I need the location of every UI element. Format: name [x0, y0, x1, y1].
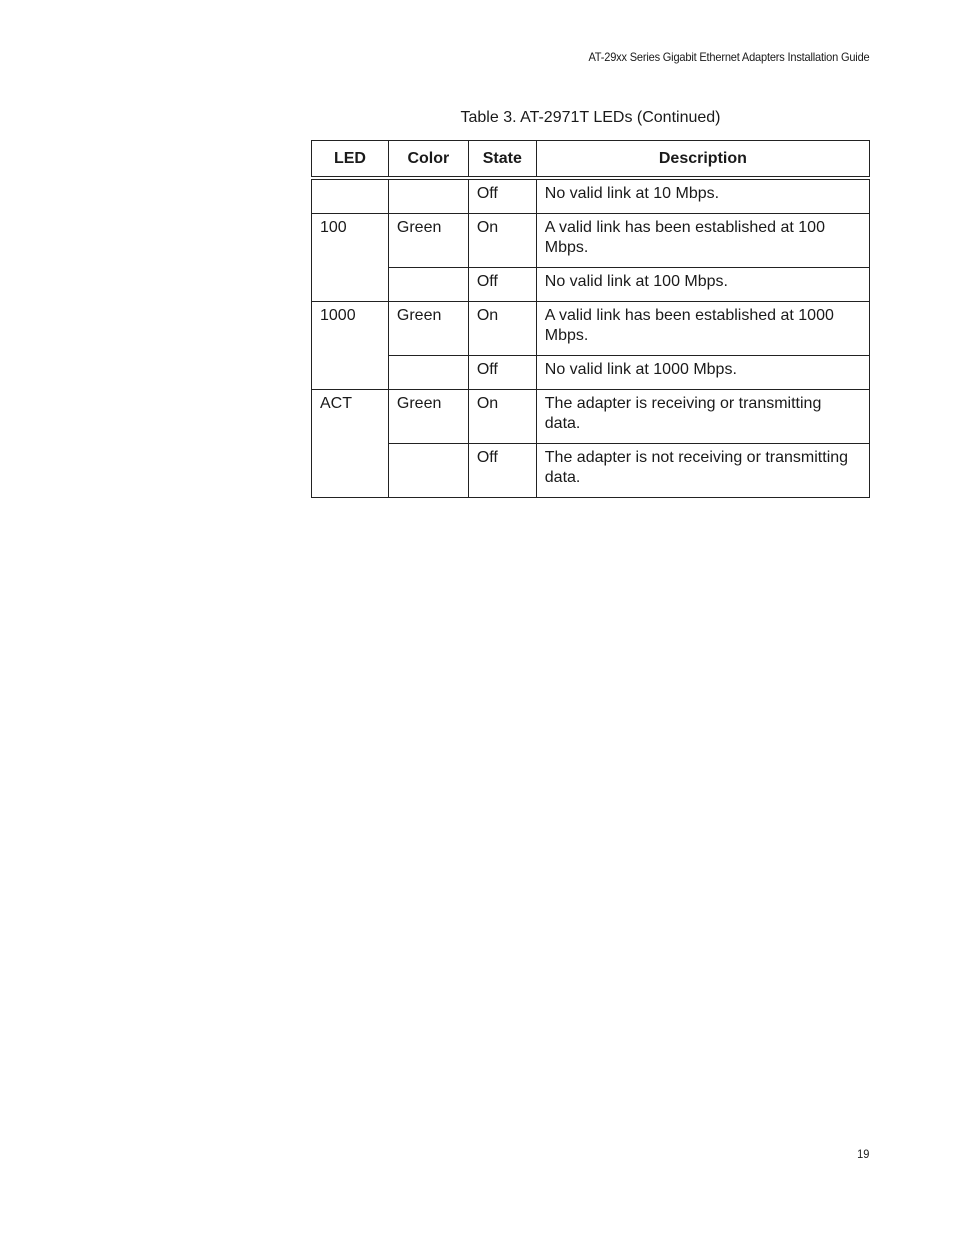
cell-description: The adapter is receiving or transmitting data. [536, 390, 869, 444]
cell-color [388, 268, 468, 302]
cell-color: Green [388, 214, 468, 268]
cell-description: The adapter is not receiving or transmitting data. [536, 444, 869, 498]
cell-led: 1000 [312, 302, 389, 390]
page-number: 19 [856, 1147, 869, 1161]
cell-description: No valid link at 100 Mbps. [536, 268, 869, 302]
column-header-description: Description [536, 141, 869, 179]
cell-color [388, 178, 468, 214]
table-row [312, 390, 870, 444]
cell-state: Off [468, 356, 536, 390]
cell-description: A valid link has been established at 100 Mbps. [536, 214, 869, 268]
cell-color [388, 444, 468, 498]
cell-description: No valid link at 10 Mbps. [536, 178, 869, 214]
cell-color: Green [388, 390, 468, 444]
led-table [311, 140, 870, 498]
table-row [312, 178, 870, 214]
running-header: AT-29xx Series Gigabit Ethernet Adapters Installation Guide [587, 50, 869, 64]
cell-state: Off [468, 178, 536, 214]
cell-color [388, 356, 468, 390]
cell-state: On [468, 390, 536, 444]
column-header-color: Color [388, 141, 468, 179]
table-row [312, 302, 870, 356]
cell-led: 100 [312, 214, 389, 302]
table-row [312, 268, 870, 302]
cell-description: No valid link at 1000 Mbps. [536, 356, 869, 390]
table-row [312, 444, 870, 498]
cell-state: Off [468, 444, 536, 498]
cell-state: On [468, 302, 536, 356]
cell-state: On [468, 214, 536, 268]
table-header-row [312, 141, 870, 179]
column-header-led: LED [312, 141, 389, 179]
table-row [312, 214, 870, 268]
table-caption: Table 3. AT-2971T LEDs (Continued) [460, 109, 721, 126]
cell-led [312, 178, 389, 214]
cell-description: A valid link has been established at 1000 Mbps. [536, 302, 869, 356]
table-row [312, 356, 870, 390]
cell-state: Off [468, 268, 536, 302]
column-header-state: State [468, 141, 536, 179]
cell-color: Green [388, 302, 468, 356]
cell-led: ACT [312, 390, 389, 498]
